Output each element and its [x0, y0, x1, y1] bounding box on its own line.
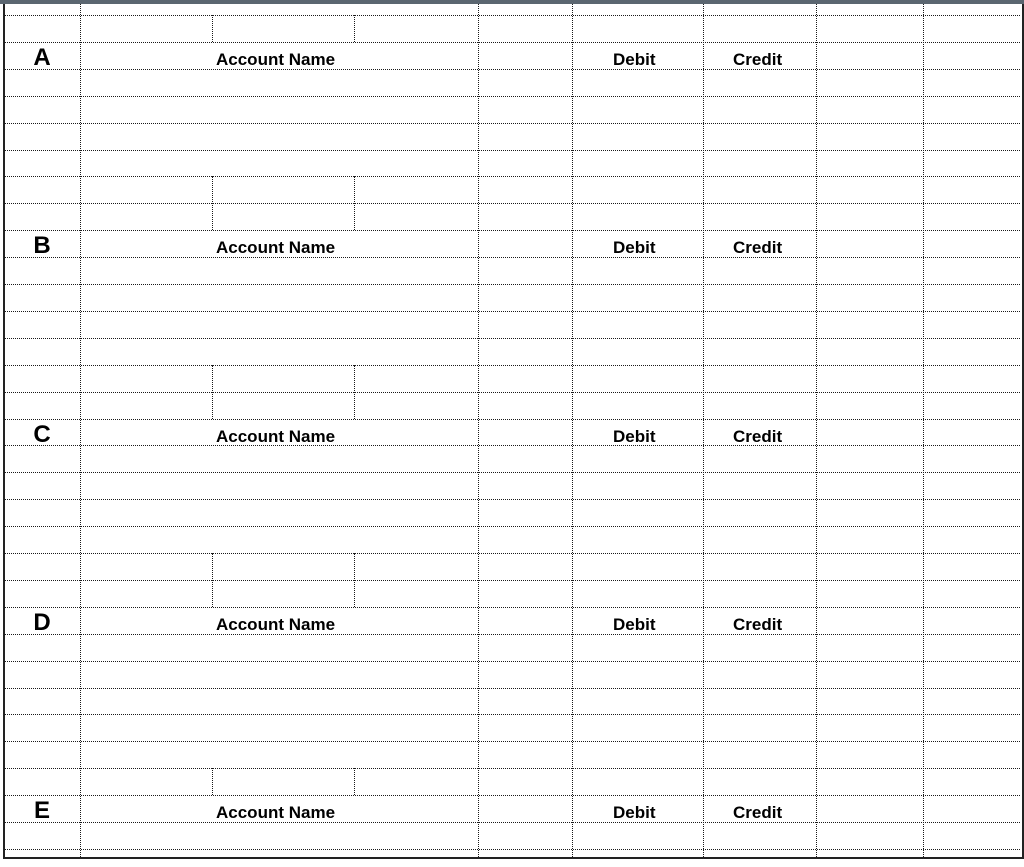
row-divider — [5, 795, 1020, 796]
row-divider — [5, 203, 1020, 204]
credit-header: Credit — [733, 803, 783, 822]
row-divider — [5, 526, 1020, 527]
row-divider — [5, 768, 1020, 769]
split-column-divider — [212, 15, 213, 42]
column-divider — [478, 4, 479, 857]
debit-header: Debit — [613, 427, 656, 446]
row-divider — [5, 849, 1020, 850]
journal-entry-worksheet — [0, 4, 1024, 867]
row-divider — [5, 96, 1020, 97]
row-divider — [5, 634, 1020, 635]
account-name-header: Account Name — [216, 615, 336, 634]
row-divider — [5, 580, 1020, 581]
debit-header: Debit — [613, 615, 656, 634]
column-divider — [923, 4, 924, 857]
section-letter: B — [33, 232, 51, 259]
account-name-header: Account Name — [216, 238, 336, 257]
row-divider — [5, 419, 1020, 420]
row-divider — [5, 257, 1020, 258]
row-divider — [5, 472, 1020, 473]
split-column-divider — [354, 15, 355, 42]
row-divider — [5, 230, 1020, 231]
account-name-header: Account Name — [216, 803, 336, 822]
split-column-divider — [212, 768, 213, 795]
split-column-divider — [212, 553, 213, 607]
split-column-divider — [354, 553, 355, 607]
account-name-header: Account Name — [216, 427, 336, 446]
section-letter: D — [33, 609, 51, 636]
column-divider — [80, 4, 81, 857]
section-letter: C — [33, 421, 51, 448]
account-name-header: Account Name — [216, 50, 336, 69]
credit-header: Credit — [733, 427, 783, 446]
section-letter: A — [33, 44, 51, 71]
debit-header: Debit — [613, 238, 656, 257]
column-divider — [816, 4, 817, 857]
row-divider — [5, 338, 1020, 339]
row-divider — [5, 607, 1020, 608]
row-divider — [5, 661, 1020, 662]
split-column-divider — [212, 365, 213, 419]
row-divider — [5, 365, 1020, 366]
row-divider — [5, 822, 1020, 823]
column-divider — [572, 4, 573, 857]
credit-header: Credit — [733, 50, 783, 69]
split-column-divider — [354, 365, 355, 419]
row-divider — [5, 69, 1020, 70]
row-divider — [5, 15, 1020, 16]
row-divider — [5, 42, 1020, 43]
row-divider — [5, 445, 1020, 446]
credit-header: Credit — [733, 615, 783, 634]
debit-header: Debit — [613, 50, 656, 69]
row-divider — [5, 714, 1020, 715]
row-divider — [5, 284, 1020, 285]
worksheet-frame — [3, 4, 1024, 859]
column-divider — [703, 4, 704, 857]
section-letter: E — [33, 797, 50, 824]
row-divider — [5, 176, 1020, 177]
row-divider — [5, 311, 1020, 312]
row-divider — [5, 553, 1020, 554]
split-column-divider — [354, 768, 355, 795]
row-divider — [5, 499, 1020, 500]
split-column-divider — [212, 176, 213, 230]
row-divider — [5, 688, 1020, 689]
row-divider — [5, 741, 1020, 742]
row-divider — [5, 392, 1020, 393]
split-column-divider — [354, 176, 355, 230]
row-divider — [5, 150, 1020, 151]
row-divider — [5, 123, 1020, 124]
debit-header: Debit — [613, 803, 656, 822]
credit-header: Credit — [733, 238, 783, 257]
